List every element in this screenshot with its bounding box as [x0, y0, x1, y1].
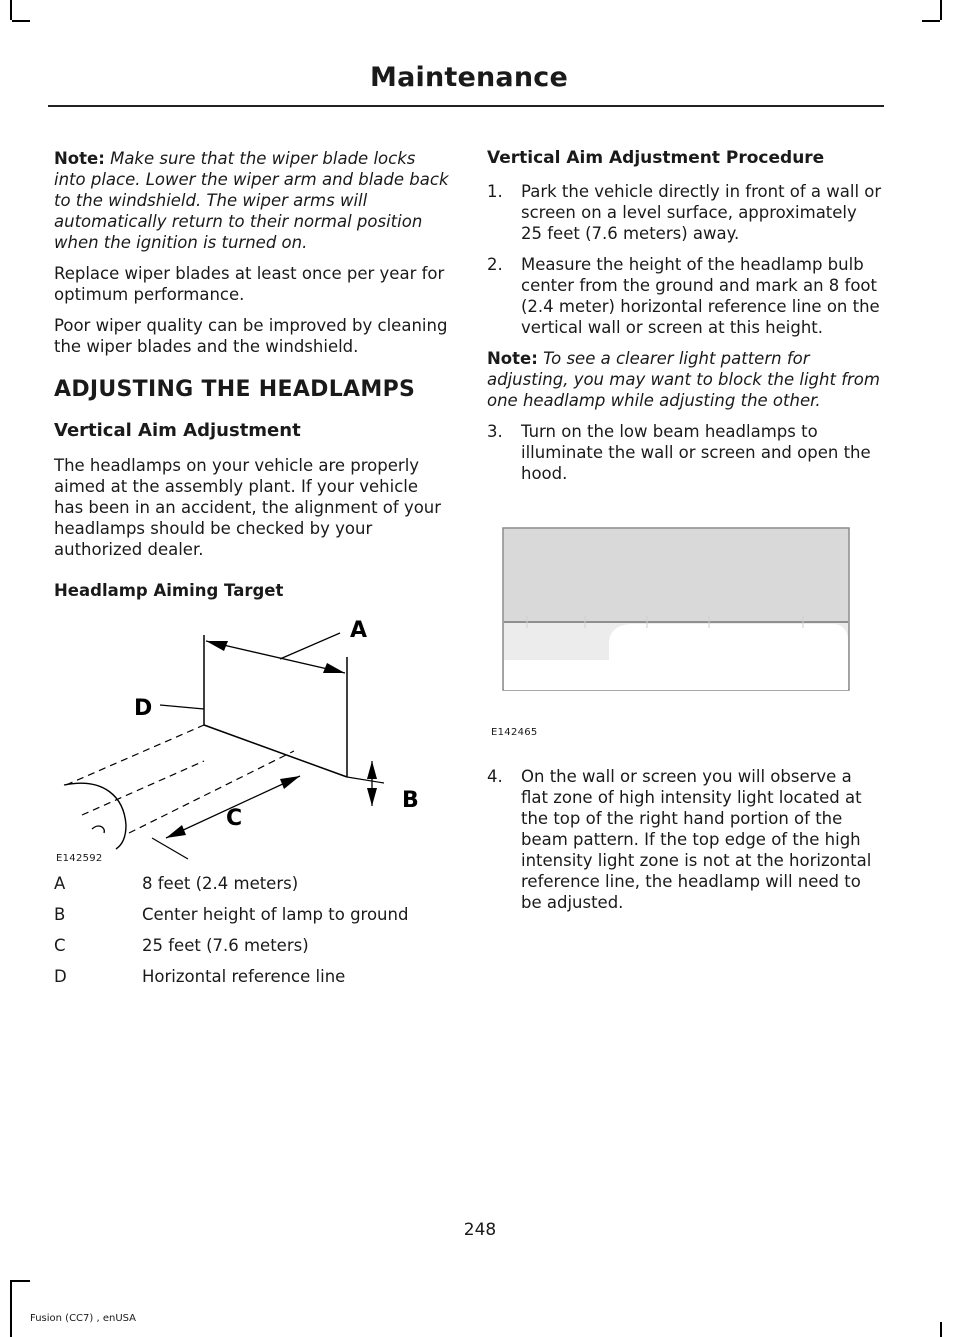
callout-b: B: [402, 788, 419, 813]
crop-mark-bottom-left-h: [12, 1280, 30, 1282]
crop-mark-top-left-v: [10, 0, 12, 20]
page-header-title: Maintenance: [370, 62, 568, 93]
legend-key: B: [54, 905, 66, 924]
section-title: ADJUSTING THE HEADLAMPS: [54, 377, 416, 402]
crop-mark-top-left-h: [12, 20, 30, 22]
step-text: On the wall or screen you will observe a flat zone of high intensity light located at the top of the right hand portion of the beam pattern. If the top edge of the high intensity light zone is not at the horizontal reference line, the headlamp will need to be adjusted.: [521, 767, 872, 912]
step-number: 4.: [487, 767, 503, 786]
callout-a: A: [350, 618, 368, 643]
legend-value: Horizontal reference line: [142, 967, 346, 986]
paragraph: Replace wiper blades at least once per year for optimum performance.: [54, 264, 445, 304]
paragraph: The headlamps on your vehicle are properly aimed at the assembly plant. If your vehicle has been in an accident, the alignment of your headlamps should be checked by your authorized dealer.: [54, 456, 442, 559]
step-text: Turn on the low beam headlamps to illuminate the wall or screen and open the hood.: [521, 422, 871, 483]
paragraph: Poor wiper quality can be improved by cleaning the wiper blades and the windshield.: [54, 316, 448, 356]
step-item: [487, 421, 882, 484]
wiper-note: [54, 148, 452, 253]
callout-d: D: [134, 696, 153, 721]
crop-mark-top-right-v: [940, 0, 942, 20]
beam-pattern-figure: [487, 504, 882, 754]
legend-value: Center height of lamp to ground: [142, 905, 409, 924]
legend-value: 8 feet (2.4 meters): [142, 874, 299, 893]
subsection-title: Vertical Aim Adjustment: [54, 420, 301, 441]
legend-row: [54, 935, 408, 966]
note-label: Note:: [54, 149, 105, 168]
procedure-steps: [487, 766, 882, 913]
legend-row: [54, 904, 408, 935]
page-number: 248: [463, 1220, 497, 1240]
procedure-title: Vertical Aim Adjustment Procedure: [487, 148, 825, 168]
crop-mark-bottom-right-v: [940, 1322, 942, 1337]
legend-key: C: [54, 936, 66, 955]
step-item: [487, 181, 882, 244]
step-number: 2.: [487, 255, 503, 274]
step-item: [487, 766, 882, 913]
callout-c: C: [226, 806, 243, 831]
note-label: Note:: [487, 349, 538, 368]
step-item: [487, 254, 882, 338]
aiming-target-svg: [54, 601, 452, 863]
step-text: Measure the height of the headlamp bulb center from the ground and mark an 8 foot (2.4 meter) horizontal reference line on the vertical wall or screen at this height.: [521, 255, 880, 337]
step-number: 3.: [487, 422, 503, 441]
left-column: [54, 148, 452, 997]
footer-model-info: Fusion (CC7) , enUSA: [30, 1313, 137, 1324]
step-number: 1.: [487, 182, 503, 201]
right-column: [487, 148, 882, 923]
headlamp-aiming-diagram: [54, 601, 452, 863]
step-text: Park the vehicle directly in front of a wall or screen on a level surface, approximately 25 feet (7.6 meters) away.: [521, 182, 882, 243]
legend-value: 25 feet (7.6 meters): [142, 936, 309, 955]
legend-row: [54, 966, 408, 997]
note-text: To see a clearer light pattern for adjusting, you may want to block the light from one headlamp while adjusting the other.: [487, 349, 880, 410]
adjust-note: [487, 348, 882, 411]
beam-pattern-svg: [487, 504, 882, 734]
figure-code: E142465: [491, 727, 538, 738]
crop-mark-top-right-h: [922, 20, 940, 22]
crop-mark-bottom-left-v: [10, 1280, 12, 1337]
legend-key: D: [54, 967, 67, 986]
legend-key: A: [54, 874, 66, 893]
note-text: Make sure that the wiper blade locks into place. Lower the wiper arm and blade back to the windshield. The wiper arms will automatically return to their normal position when the ignition is turned on.: [54, 149, 449, 252]
figure-title: Headlamp Aiming Target: [54, 581, 284, 600]
procedure-steps: [487, 181, 882, 338]
procedure-steps: [487, 421, 882, 484]
header-rule: [48, 105, 884, 107]
figure-code: E142592: [56, 853, 103, 864]
legend-row: [54, 873, 408, 904]
figure-legend: [54, 873, 408, 997]
